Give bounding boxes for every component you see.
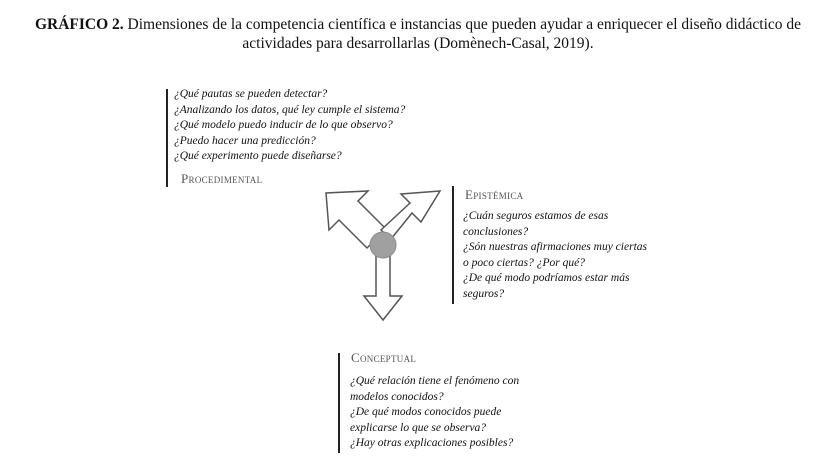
conceptual-line: explicarse lo que se observa? <box>350 421 487 434</box>
conceptual-line: ¿Hay otras explicaciones posibles? <box>350 437 514 449</box>
procedimental-question: ¿Analizando los datos, qué ley cumple el sistema? <box>174 103 406 116</box>
arrow-up-right-icon <box>381 191 440 239</box>
conceptual-line: ¿Qué relación tiene el fenómeno con <box>350 375 520 387</box>
arrow-down-icon <box>364 248 402 320</box>
conceptual-line: modelos conocidos? <box>350 390 444 403</box>
epistemica-line: ¿Cuán seguros estamos de esas <box>463 210 609 222</box>
epistemica-line: conclusiones? <box>463 225 529 238</box>
procedimental-question: ¿Puedo hacer una predicción? <box>174 134 316 147</box>
center-circle <box>370 232 396 258</box>
epistemica-line: ¿Són nuestras afirmaciones muy ciertas <box>463 241 647 253</box>
procedimental-label: Procedimental <box>181 171 263 186</box>
epistemica-line: o poco ciertas? ¿Por qué? <box>463 256 586 269</box>
procedimental-question: ¿Qué experimento puede diseñarse? <box>174 150 342 162</box>
procedimental-question: ¿Qué pautas se pueden detectar? <box>174 88 328 100</box>
conceptual-label: Conceptual <box>351 350 417 365</box>
conceptual-line: ¿De qué modos conocidos puede <box>350 406 502 418</box>
epistemica-label: Epistémica <box>465 187 524 202</box>
caption-text: Dimensiones de la competencia científica e instancias que pueden ayudar a enriquecer el diseño didáctico de actividades para desarrollarlas (Domènech-Casal, 2019). <box>127 16 802 52</box>
caption-lead: GRÁFICO 2. <box>34 16 124 33</box>
epistemica-line: ¿De qué modo podríamos estar más <box>463 272 630 284</box>
epistemica-line: seguros? <box>463 287 505 300</box>
procedimental-question: ¿Qué modelo puedo inducir de lo que observo? <box>174 119 393 131</box>
